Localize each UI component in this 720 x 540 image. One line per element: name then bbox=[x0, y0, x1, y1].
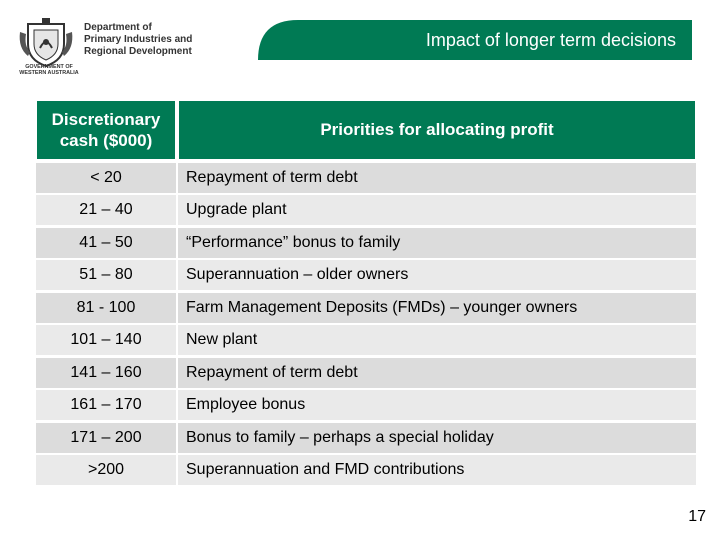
table-row bbox=[36, 390, 696, 420]
cash-range-cell: 41 – 50 bbox=[36, 228, 176, 258]
crest-caption-line: GOVERNMENT OF bbox=[25, 64, 73, 70]
table-row bbox=[36, 455, 696, 485]
page-number: 17 bbox=[688, 508, 706, 525]
table-row bbox=[36, 293, 696, 323]
table-row bbox=[36, 358, 696, 388]
table-row bbox=[36, 228, 696, 258]
header-discretionary-cash: Discretionary cash ($000) bbox=[36, 100, 176, 160]
priority-cell: Farm Management Deposits (FMDs) – younger owners bbox=[178, 293, 696, 323]
cash-range-cell: < 20 bbox=[36, 163, 176, 193]
table-row bbox=[36, 195, 696, 225]
department-line: Regional Development bbox=[84, 46, 192, 57]
cash-range-cell: 21 – 40 bbox=[36, 195, 176, 225]
cash-range-cell: 161 – 170 bbox=[36, 390, 176, 420]
cash-range-cell: 171 – 200 bbox=[36, 423, 176, 453]
priorities-table bbox=[36, 100, 696, 485]
header-priorities: Priorities for allocating profit bbox=[178, 100, 696, 160]
priority-cell: Bonus to family – perhaps a special holiday bbox=[178, 423, 696, 453]
priority-cell: “Performance” bonus to family bbox=[178, 228, 696, 258]
department-logo bbox=[14, 12, 214, 80]
priority-cell: Superannuation and FMD contributions bbox=[178, 455, 696, 485]
priority-cell: Upgrade plant bbox=[178, 195, 696, 225]
department-line: Primary Industries and bbox=[84, 34, 193, 45]
cash-range-cell: 141 – 160 bbox=[36, 358, 176, 388]
crest-caption bbox=[16, 64, 82, 76]
cash-range-cell: 51 – 80 bbox=[36, 260, 176, 290]
slide-title: Impact of longer term decisions bbox=[425, 30, 676, 50]
table-row bbox=[36, 163, 696, 193]
cash-range-cell: 101 – 140 bbox=[36, 325, 176, 355]
table-row bbox=[36, 260, 696, 290]
priority-cell: Repayment of term debt bbox=[178, 358, 696, 388]
department-line: Department of bbox=[84, 22, 152, 33]
crest-caption-line: WESTERN AUSTRALIA bbox=[19, 70, 79, 76]
cash-range-cell: 81 - 100 bbox=[36, 293, 176, 323]
cash-range-cell: >200 bbox=[36, 455, 176, 485]
title-banner bbox=[258, 20, 692, 60]
priority-cell: Employee bonus bbox=[178, 390, 696, 420]
priority-cell: Superannuation – older owners bbox=[178, 260, 696, 290]
table-row bbox=[36, 423, 696, 453]
table-header-row bbox=[36, 100, 696, 160]
priority-cell: New plant bbox=[178, 325, 696, 355]
department-name bbox=[84, 22, 224, 58]
priority-cell: Repayment of term debt bbox=[178, 163, 696, 193]
table-row bbox=[36, 325, 696, 355]
